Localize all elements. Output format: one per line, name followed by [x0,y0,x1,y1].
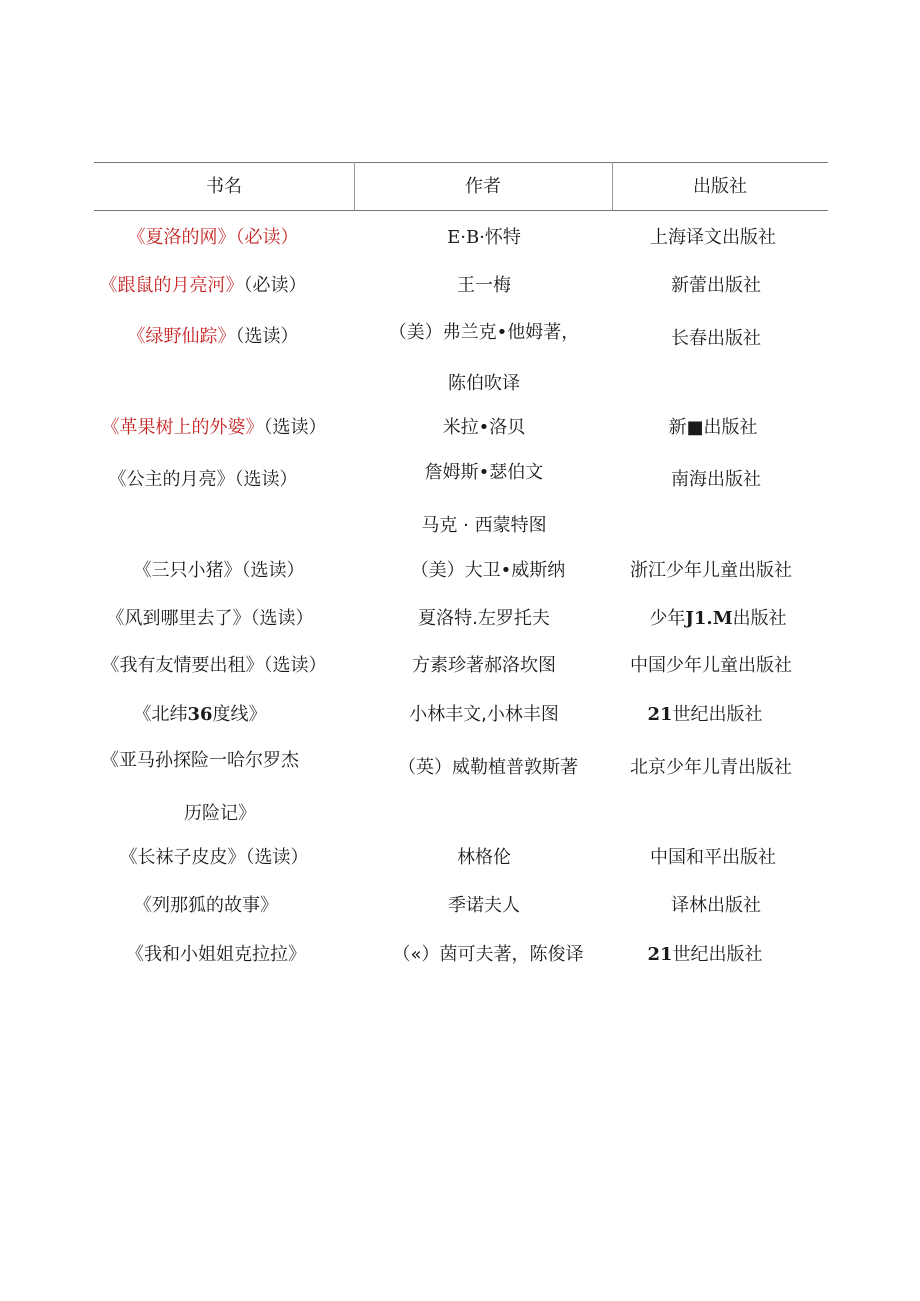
row-9-publisher [647,704,762,726]
row-13-publisher-post: 世纪出版社 [672,944,763,965]
row-7-author: 夏洛特.左罗托夫 [418,608,550,629]
row-6-author: （美）大卫•威斯纳 [410,560,566,581]
row-12-author: 季诺夫人 [448,895,520,916]
row-2-title [100,275,307,297]
row-10-author: （英）威勒植普敦斯著 [398,757,578,778]
row-3-publisher: 长春出版社 [671,328,761,349]
table-header [94,162,828,210]
row-7-publisher [649,608,786,630]
header-publisher: 出版社 [693,176,747,197]
row-10-title-cont: 历险记》 [184,803,256,824]
row-3-title [128,326,299,348]
header-author: 作者 [465,176,501,197]
row-13-title: 《我和小姐姐克拉拉》 [126,944,306,965]
row-2-title-main: 《跟鼠的月亮河》 [99,275,244,296]
row-3-author: （美）弗兰克•他姆著， [388,322,580,343]
row-9-publisher-num: 21 [647,704,673,725]
header-bottom-rule [94,210,828,211]
row-8-author: 方素珍著郝洛坎图 [412,655,556,676]
row-1-publisher: 上海译文出版社 [650,227,776,248]
row-1-title: 《夏洛的网》（必读） [127,227,299,248]
row-7-publisher-code: J1.M [685,608,733,629]
row-11-title: 《长袜子皮皮》（选读） [119,847,309,868]
row-7-publisher-pre: 少年 [649,608,686,629]
row-4-title-main: 《革果树上的外婆》 [101,417,264,438]
row-10-title: 《亚马孙探险一哈尔罗杰 [101,750,299,771]
row-7-title: 《风到哪里去了》（选读） [106,608,314,629]
row-2-publisher: 新蕾出版社 [671,275,761,296]
row-6-publisher: 浙江少年儿童出版社 [630,560,792,581]
row-1-author: E·B·怀特 [447,227,521,248]
row-9-title [133,704,266,726]
row-10-publisher: 北京少年儿青出版社 [630,757,792,778]
row-9-title-pre: 《北纬 [133,704,188,725]
row-13-author: （«）茵可夫著，陈俊译 [392,944,584,965]
row-8-publisher: 中国少年儿童出版社 [630,655,792,676]
row-11-author: 林格伦 [457,847,511,868]
row-3-title-note: （选读） [235,326,299,347]
row-3-author-cont: 陈伯吹译 [448,373,520,394]
row-4-publisher: 新■出版社 [668,417,758,438]
row-9-title-post: 度线》 [212,704,267,725]
row-13-publisher-num: 21 [647,944,673,965]
row-11-publisher: 中国和平出版社 [650,847,776,868]
row-3-title-main: 《绿野仙踪》 [127,326,236,347]
row-5-author-cont: 马克 · 西蒙特图 [421,515,547,536]
row-12-publisher: 译林出版社 [671,895,761,916]
row-8-title: 《我有友情要出租》（选读） [101,655,327,676]
row-9-publisher-post: 世纪出版社 [672,704,763,725]
row-2-title-note: （必读） [243,275,307,296]
header-title: 书名 [206,176,242,197]
row-9-author: 小林丰文,小林丰图 [409,704,559,725]
row-12-title: 《列那狐的故事》 [134,895,278,916]
row-6-title: 《三只小猪》（选读） [133,560,305,581]
row-5-title: 《公主的月亮》（选读） [108,469,298,490]
row-4-title [102,417,327,439]
row-2-author: 王一梅 [457,275,511,296]
row-5-author: 詹姆斯•瑟伯文 [424,462,544,483]
row-13-publisher [647,944,762,966]
row-7-publisher-post: 出版社 [732,608,787,629]
row-5-publisher: 南海出版社 [671,469,761,490]
row-4-title-note: （选读） [263,417,327,438]
row-9-title-num: 36 [187,704,213,725]
row-4-author: 米拉•洛贝 [442,417,526,438]
